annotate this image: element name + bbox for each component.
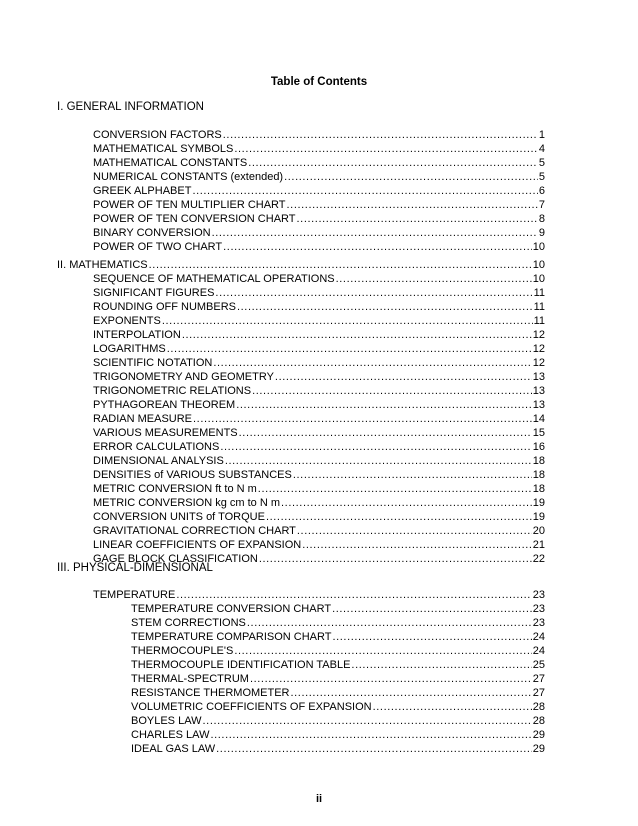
- toc-entry: [131, 742, 545, 756]
- leader-dots: [203, 714, 532, 728]
- toc-entry-label: GREEK ALPHABET: [93, 185, 192, 197]
- toc-entry-page: 22: [532, 553, 545, 565]
- toc-entry-page: 27: [532, 673, 545, 685]
- toc-entry-label: STEM CORRECTIONS: [131, 617, 246, 629]
- toc-entry-page: 12: [532, 357, 545, 369]
- toc-entry: [93, 226, 545, 240]
- toc-entry-label: BINARY CONVERSION: [93, 227, 211, 239]
- toc-entry: [93, 468, 545, 482]
- toc-entry-page: 23: [532, 589, 545, 601]
- page-number: ii: [315, 793, 323, 805]
- toc-entry: [93, 524, 545, 538]
- toc-entry-page: 16: [532, 441, 545, 453]
- toc-entry-page: 11: [533, 287, 545, 299]
- toc-entry: [93, 538, 545, 552]
- toc-entry-label: GRAVITATIONAL CORRECTION CHART: [93, 525, 296, 537]
- toc-entry: [93, 588, 545, 602]
- toc-entry-label: SCIENTIFIC NOTATION: [93, 357, 213, 369]
- toc-entry: [93, 384, 545, 398]
- toc-entry: [93, 412, 545, 426]
- toc-entry-label: CONVERSION FACTORS: [93, 129, 222, 141]
- toc-entry-label: SEQUENCE OF MATHEMATICAL OPERATIONS: [93, 273, 335, 285]
- toc-entry-page: 15: [532, 427, 545, 439]
- toc-entry-label: MATHEMATICAL CONSTANTS: [93, 157, 248, 169]
- toc-entry: [93, 170, 545, 184]
- leader-dots: [182, 328, 532, 342]
- toc-entry-page: 9: [538, 227, 545, 239]
- toc-entry: [93, 328, 545, 342]
- toc-entry: [93, 142, 545, 156]
- leader-dots: [213, 356, 531, 370]
- toc-entry-label: GAGE BLOCK CLASSIFICATION: [93, 553, 258, 565]
- toc-entry: [131, 630, 545, 644]
- toc-entry-label: PYTHAGOREAN THEOREM: [93, 399, 236, 411]
- toc-entry-page: 6: [538, 185, 545, 197]
- toc-entry-label: CONVERSION UNITS of TORQUE: [93, 511, 265, 523]
- toc-entry-page: 29: [532, 743, 545, 755]
- leader-dots: [239, 426, 532, 440]
- leader-dots: [234, 142, 538, 156]
- toc-entry: [131, 714, 545, 728]
- leader-dots: [225, 454, 532, 468]
- toc-entry-label: BOYLES LAW: [131, 715, 202, 727]
- leader-dots: [149, 258, 532, 272]
- toc-entry: [93, 156, 545, 170]
- toc-entry-label: POWER OF TWO CHART: [93, 241, 223, 253]
- toc-entry-label: ROUNDING OFF NUMBERS: [93, 301, 236, 313]
- toc-entry: [93, 184, 545, 198]
- toc-entry-page: 24: [532, 631, 545, 643]
- leader-dots: [216, 742, 532, 756]
- leader-dots: [332, 602, 532, 616]
- toc-entry-label: NUMERICAL CONSTANTS (extended): [93, 171, 284, 183]
- toc-entry-label: RADIAN MEASURE: [93, 413, 193, 425]
- leader-dots: [293, 468, 532, 482]
- toc-entry: [131, 672, 545, 686]
- leader-dots: [167, 342, 532, 356]
- leader-dots: [284, 170, 538, 184]
- leader-dots: [302, 538, 532, 552]
- toc-entry-page: 21: [532, 539, 545, 551]
- toc-entry: [131, 700, 545, 714]
- toc-entry-label: CHARLES LAW: [131, 729, 210, 741]
- toc-entry: [93, 482, 545, 496]
- toc-entry-label: SIGNIFICANT FIGURES: [93, 287, 215, 299]
- toc-entry-page: 19: [532, 497, 545, 509]
- toc-entry-label: METRIC CONVERSION kg cm to N m: [93, 497, 281, 509]
- toc-entry-label: IDEAL GAS LAW: [131, 743, 216, 755]
- toc-entry: [131, 728, 545, 742]
- toc-entry-page: 24: [532, 645, 545, 657]
- leader-dots: [291, 686, 532, 700]
- toc-entry-page: 13: [532, 371, 545, 383]
- toc-entry-page: 13: [532, 399, 545, 411]
- toc-entry-page: 27: [532, 687, 545, 699]
- toc-entry-page: 10: [532, 241, 545, 253]
- toc-entry-label: TRIGONOMETRY AND GEOMETRY: [93, 371, 274, 383]
- section-heading-general-information: I. GENERAL INFORMATION: [57, 101, 204, 113]
- toc-entry-label: ERROR CALCULATIONS: [93, 441, 220, 453]
- leader-dots: [297, 212, 538, 226]
- toc-entry-label: VOLUMETRIC COEFFICIENTS OF EXPANSION: [131, 701, 372, 713]
- toc-entry-label: EXPONENTS: [93, 315, 161, 327]
- leader-dots: [275, 370, 532, 384]
- leader-dots: [258, 482, 532, 496]
- leader-dots: [336, 272, 532, 286]
- toc-entry: [93, 398, 545, 412]
- toc-entry: [93, 286, 545, 300]
- toc-entry-label: TEMPERATURE COMPARISON CHART: [131, 631, 332, 643]
- toc-entry-page: 7: [538, 199, 545, 211]
- toc-entry-page: 18: [532, 469, 545, 481]
- toc-entry-page: 8: [538, 213, 545, 225]
- toc-entry-label: POWER OF TEN CONVERSION CHART: [93, 213, 296, 225]
- toc-entry-page: 1: [538, 129, 545, 141]
- leader-dots: [215, 286, 532, 300]
- leader-dots: [223, 240, 532, 254]
- toc-entry-label: THERMOCOUPLE IDENTIFICATION TABLE: [131, 659, 351, 671]
- leader-dots: [250, 672, 532, 686]
- leader-dots: [220, 440, 531, 454]
- leader-dots: [351, 658, 531, 672]
- toc-entry: [131, 602, 545, 616]
- leader-dots: [248, 156, 538, 170]
- toc-entry-page: 10: [532, 273, 545, 285]
- leader-dots: [287, 198, 538, 212]
- toc-entry-label: DIMENSIONAL ANALYSIS: [93, 455, 224, 467]
- toc-entry: [93, 510, 545, 524]
- toc-entry: [93, 370, 545, 384]
- toc-entry-label: VARIOUS MEASUREMENTS: [93, 427, 238, 439]
- toc-entry-label: THERMOCOUPLE'S: [131, 645, 234, 657]
- leader-dots: [266, 510, 532, 524]
- toc-entry-page: 12: [532, 343, 545, 355]
- toc-entry-page: 18: [532, 455, 545, 467]
- toc-entry-label: LINEAR COEFFICIENTS OF EXPANSION: [93, 539, 302, 551]
- section-heading-mathematics: [57, 258, 545, 272]
- section-heading-label: II. MATHEMATICS: [57, 259, 148, 271]
- leader-dots: [212, 226, 538, 240]
- toc-entry: [93, 342, 545, 356]
- toc-entry-page: 13: [532, 385, 545, 397]
- toc-entry: [93, 496, 545, 510]
- leader-dots: [193, 412, 532, 426]
- toc-entry: [93, 440, 545, 454]
- toc-entry-label: METRIC CONVERSION ft to N m: [93, 483, 257, 495]
- toc-entry: [131, 658, 545, 672]
- leader-dots: [259, 552, 532, 566]
- toc-entry-page: 20: [532, 525, 545, 537]
- toc-title: Table of Contents: [270, 76, 368, 88]
- leader-dots: [234, 644, 531, 658]
- toc-entry-page: 10: [532, 259, 545, 271]
- toc-entry: [93, 454, 545, 468]
- toc-entry-page: 28: [532, 701, 545, 713]
- toc-entry-label: TRIGONOMETRIC RELATIONS: [93, 385, 252, 397]
- toc-entry: [131, 686, 545, 700]
- toc-entry: [93, 272, 545, 286]
- toc-entry-page: 5: [538, 157, 545, 169]
- leader-dots: [373, 700, 532, 714]
- leader-dots: [223, 128, 538, 142]
- toc-entry-label: INTERPOLATION: [93, 329, 181, 341]
- toc-entry: [93, 314, 545, 328]
- toc-entry: [93, 128, 545, 142]
- toc-entry-page: 19: [532, 511, 545, 523]
- toc-entry-page: 5: [538, 171, 545, 183]
- toc-entry-page: 4: [538, 143, 545, 155]
- leader-dots: [237, 300, 533, 314]
- leader-dots: [236, 398, 532, 412]
- leader-dots: [210, 728, 531, 742]
- toc-entry: [93, 300, 545, 314]
- toc-entry: [131, 616, 545, 630]
- toc-entry-page: 29: [532, 729, 545, 741]
- leader-dots: [281, 496, 532, 510]
- toc-entry: [131, 644, 545, 658]
- leader-dots: [162, 314, 533, 328]
- toc-entry-page: 11: [533, 315, 545, 327]
- toc-entry-page: 11: [533, 301, 545, 313]
- toc-entry: [93, 240, 545, 254]
- toc-entry-page: 23: [532, 617, 545, 629]
- toc-entry: [93, 426, 545, 440]
- leader-dots: [332, 630, 531, 644]
- toc-entry: [93, 212, 545, 226]
- toc-entry-page: 12: [532, 329, 545, 341]
- toc-entry-label: DENSITIES of VARIOUS SUBSTANCES: [93, 469, 292, 481]
- toc-entry-label: LOGARITHMS: [93, 343, 166, 355]
- toc-entry-page: 25: [532, 659, 545, 671]
- toc-entry-page: 14: [532, 413, 545, 425]
- leader-dots: [297, 524, 532, 538]
- toc-entry: [93, 198, 545, 212]
- toc-entry-page: 28: [532, 715, 545, 727]
- section-heading-physical-dimensional: III. PHYSICAL-DIMENSIONAL: [57, 562, 213, 574]
- toc-entry-label: MATHEMATICAL SYMBOLS: [93, 143, 234, 155]
- toc-entry-label: RESISTANCE THERMOMETER: [131, 687, 290, 699]
- toc-entry: [93, 356, 545, 370]
- leader-dots: [252, 384, 532, 398]
- toc-entry-label: TEMPERATURE: [93, 589, 176, 601]
- leader-dots: [176, 588, 531, 602]
- toc-entry-label: THERMAL-SPECTRUM: [131, 673, 249, 685]
- toc-entry-page: 18: [532, 483, 545, 495]
- toc-entry-label: POWER OF TEN MULTIPLIER CHART: [93, 199, 286, 211]
- toc-entry-page: 23: [532, 603, 545, 615]
- leader-dots: [247, 616, 532, 630]
- toc-entry-label: TEMPERATURE CONVERSION CHART: [131, 603, 332, 615]
- leader-dots: [192, 184, 537, 198]
